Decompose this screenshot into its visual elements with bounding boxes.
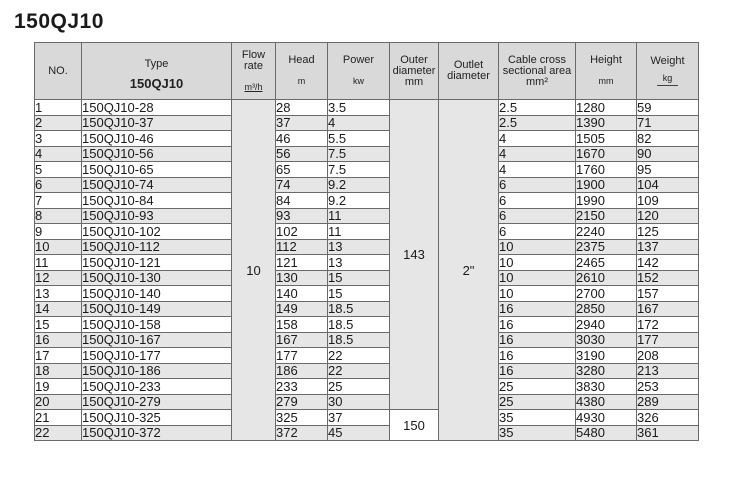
- table-row: [35, 255, 699, 271]
- cell-type: 150QJ10-186: [82, 363, 232, 379]
- cell-cable: 6: [499, 224, 576, 240]
- cell-weight: 71: [637, 115, 699, 131]
- cell-no: 19: [35, 379, 82, 395]
- cell-head: 130: [276, 270, 328, 286]
- cell-cable: 10: [499, 255, 576, 271]
- cell-height: 3030: [576, 332, 637, 348]
- cell-type: 150QJ10-46: [82, 131, 232, 147]
- table-row: [35, 332, 699, 348]
- cell-no: 1: [35, 100, 82, 116]
- cell-weight: 289: [637, 394, 699, 410]
- cell-no: 8: [35, 208, 82, 224]
- cell-head: 84: [276, 193, 328, 209]
- cell-cable: 25: [499, 379, 576, 395]
- table-row: [35, 379, 699, 395]
- cell-no: 9: [35, 224, 82, 240]
- cell-cable: 10: [499, 286, 576, 302]
- table-row: [35, 208, 699, 224]
- cell-head: 372: [276, 425, 328, 441]
- cell-height: 1900: [576, 177, 637, 193]
- cell-height: 1280: [576, 100, 637, 116]
- cell-head: 28: [276, 100, 328, 116]
- cell-power: 7.5: [328, 146, 390, 162]
- cell-power: 7.5: [328, 162, 390, 178]
- cell-flow-rate: 10: [232, 100, 276, 441]
- header-height-unit: mm: [598, 76, 614, 86]
- cell-type: 150QJ10-112: [82, 239, 232, 255]
- cell-power: 11: [328, 224, 390, 240]
- cell-height: 1390: [576, 115, 637, 131]
- cell-no: 2: [35, 115, 82, 131]
- cell-height: 3830: [576, 379, 637, 395]
- cell-weight: 125: [637, 224, 699, 240]
- cell-cable: 2.5: [499, 100, 576, 116]
- table-row: [35, 224, 699, 240]
- cell-power: 5.5: [328, 131, 390, 147]
- cell-weight: 109: [637, 193, 699, 209]
- cell-no: 14: [35, 301, 82, 317]
- header-power: Power kw: [328, 43, 390, 100]
- header-cable: Cable cross sectional area mm²: [499, 43, 576, 100]
- cell-outer-diameter: 143: [390, 100, 439, 410]
- cell-type: 150QJ10-121: [82, 255, 232, 271]
- table-row: [35, 425, 699, 441]
- cell-power: 45: [328, 425, 390, 441]
- cell-head: 65: [276, 162, 328, 178]
- table-row: [35, 100, 699, 116]
- cell-weight: 104: [637, 177, 699, 193]
- cell-weight: 152: [637, 270, 699, 286]
- cell-power: 25: [328, 379, 390, 395]
- cell-no: 15: [35, 317, 82, 333]
- page-title: 150QJ10: [14, 10, 104, 33]
- cell-cable: 6: [499, 193, 576, 209]
- cell-type: 150QJ10-65: [82, 162, 232, 178]
- cell-type: 150QJ10-325: [82, 410, 232, 426]
- cell-power: 18.5: [328, 301, 390, 317]
- cell-head: 102: [276, 224, 328, 240]
- table-row: [35, 317, 699, 333]
- cell-height: 1670: [576, 146, 637, 162]
- cell-head: 140: [276, 286, 328, 302]
- cell-no: 13: [35, 286, 82, 302]
- cell-power: 9.2: [328, 193, 390, 209]
- cell-height: 2850: [576, 301, 637, 317]
- cell-type: 150QJ10-167: [82, 332, 232, 348]
- table-row: [35, 193, 699, 209]
- cell-type: 150QJ10-140: [82, 286, 232, 302]
- cell-type: 150QJ10-372: [82, 425, 232, 441]
- cell-weight: 253: [637, 379, 699, 395]
- cell-type: 150QJ10-93: [82, 208, 232, 224]
- cell-cable: 16: [499, 332, 576, 348]
- cell-no: 17: [35, 348, 82, 364]
- header-weight-unit: kg: [657, 73, 679, 86]
- cell-no: 21: [35, 410, 82, 426]
- cell-power: 18.5: [328, 317, 390, 333]
- cell-power: 9.2: [328, 177, 390, 193]
- table-row: [35, 146, 699, 162]
- cell-head: 177: [276, 348, 328, 364]
- cell-cable: 4: [499, 146, 576, 162]
- cell-weight: 326: [637, 410, 699, 426]
- cell-cable: 6: [499, 208, 576, 224]
- cell-weight: 213: [637, 363, 699, 379]
- header-outlet-diameter: Outlet diameter: [439, 43, 499, 100]
- cell-type: 150QJ10-233: [82, 379, 232, 395]
- header-power-unit: kw: [353, 76, 364, 86]
- cell-height: 2240: [576, 224, 637, 240]
- cell-cable: 16: [499, 363, 576, 379]
- cell-head: 46: [276, 131, 328, 147]
- table-body: [35, 100, 699, 441]
- cell-type: 150QJ10-149: [82, 301, 232, 317]
- cell-no: 3: [35, 131, 82, 147]
- cell-no: 18: [35, 363, 82, 379]
- cell-no: 16: [35, 332, 82, 348]
- cell-height: 1760: [576, 162, 637, 178]
- cell-power: 18.5: [328, 332, 390, 348]
- cell-weight: 157: [637, 286, 699, 302]
- cell-head: 186: [276, 363, 328, 379]
- header-weight: Weight kg: [637, 43, 699, 100]
- table-row: [35, 348, 699, 364]
- cell-no: 6: [35, 177, 82, 193]
- cell-height: 3190: [576, 348, 637, 364]
- cell-no: 12: [35, 270, 82, 286]
- cell-weight: 59: [637, 100, 699, 116]
- cell-weight: 82: [637, 131, 699, 147]
- cell-weight: 177: [637, 332, 699, 348]
- cell-weight: 137: [637, 239, 699, 255]
- cell-no: 5: [35, 162, 82, 178]
- cell-weight: 361: [637, 425, 699, 441]
- cell-type: 150QJ10-56: [82, 146, 232, 162]
- cell-head: 158: [276, 317, 328, 333]
- table-row: [35, 394, 699, 410]
- cell-head: 56: [276, 146, 328, 162]
- cell-cable: 35: [499, 410, 576, 426]
- cell-type: 150QJ10-28: [82, 100, 232, 116]
- cell-outer-diameter: 150: [390, 410, 439, 441]
- cell-height: 3280: [576, 363, 637, 379]
- header-flow: Flow rate m³/h: [232, 43, 276, 100]
- cell-no: 11: [35, 255, 82, 271]
- cell-type: 150QJ10-177: [82, 348, 232, 364]
- cell-no: 20: [35, 394, 82, 410]
- cell-height: 2700: [576, 286, 637, 302]
- cell-cable: 10: [499, 239, 576, 255]
- cell-power: 13: [328, 239, 390, 255]
- cell-height: 2610: [576, 270, 637, 286]
- cell-cable: 4: [499, 162, 576, 178]
- spec-table: [34, 42, 699, 441]
- cell-height: 2375: [576, 239, 637, 255]
- cell-height: 2940: [576, 317, 637, 333]
- cell-cable: 35: [499, 425, 576, 441]
- cell-head: 233: [276, 379, 328, 395]
- cell-outlet-diameter: 2": [439, 100, 499, 441]
- table-row: [35, 286, 699, 302]
- table-row: [35, 162, 699, 178]
- cell-head: 149: [276, 301, 328, 317]
- cell-power: 15: [328, 286, 390, 302]
- cell-height: 1990: [576, 193, 637, 209]
- cell-head: 325: [276, 410, 328, 426]
- header-row: [35, 43, 699, 100]
- cell-weight: 142: [637, 255, 699, 271]
- cell-head: 93: [276, 208, 328, 224]
- cell-head: 37: [276, 115, 328, 131]
- cell-power: 13: [328, 255, 390, 271]
- cell-height: 2150: [576, 208, 637, 224]
- cell-power: 30: [328, 394, 390, 410]
- cell-type: 150QJ10-84: [82, 193, 232, 209]
- cell-head: 112: [276, 239, 328, 255]
- cell-no: 10: [35, 239, 82, 255]
- table-row: [35, 131, 699, 147]
- cell-weight: 172: [637, 317, 699, 333]
- header-head: Head m: [276, 43, 328, 100]
- cell-cable: 16: [499, 301, 576, 317]
- cell-power: 11: [328, 208, 390, 224]
- cell-no: 7: [35, 193, 82, 209]
- header-no: NO.: [35, 43, 82, 100]
- table-row: [35, 301, 699, 317]
- cell-no: 4: [35, 146, 82, 162]
- header-type-label: Type: [144, 58, 169, 70]
- cell-height: 4380: [576, 394, 637, 410]
- cell-height: 4930: [576, 410, 637, 426]
- cell-weight: 208: [637, 348, 699, 364]
- cell-type: 150QJ10-279: [82, 394, 232, 410]
- cell-height: 5480: [576, 425, 637, 441]
- header-head-unit: m: [297, 76, 306, 86]
- cell-type: 150QJ10-158: [82, 317, 232, 333]
- table-row: [35, 363, 699, 379]
- cell-power: 22: [328, 348, 390, 364]
- cell-cable: 6: [499, 177, 576, 193]
- cell-cable: 16: [499, 348, 576, 364]
- cell-cable: 4: [499, 131, 576, 147]
- cell-power: 3.5: [328, 100, 390, 116]
- cell-cable: 16: [499, 317, 576, 333]
- header-type: [82, 43, 232, 100]
- cell-weight: 167: [637, 301, 699, 317]
- cell-height: 1505: [576, 131, 637, 147]
- cell-type: 150QJ10-102: [82, 224, 232, 240]
- cell-cable: 2.5: [499, 115, 576, 131]
- cell-weight: 95: [637, 162, 699, 178]
- cell-cable: 25: [499, 394, 576, 410]
- cell-height: 2465: [576, 255, 637, 271]
- table-row: [35, 177, 699, 193]
- cell-no: 22: [35, 425, 82, 441]
- cell-head: 74: [276, 177, 328, 193]
- cell-power: 4: [328, 115, 390, 131]
- cell-weight: 120: [637, 208, 699, 224]
- cell-head: 167: [276, 332, 328, 348]
- header-type-model: 150QJ10: [129, 76, 184, 91]
- table-row: [35, 239, 699, 255]
- header-flow-unit: m³/h: [244, 81, 263, 92]
- cell-power: 15: [328, 270, 390, 286]
- header-outer-diameter: Outer diameter mm: [390, 43, 439, 100]
- table-row: [35, 270, 699, 286]
- cell-type: 150QJ10-37: [82, 115, 232, 131]
- cell-type: 150QJ10-130: [82, 270, 232, 286]
- cell-power: 37: [328, 410, 390, 426]
- cell-type: 150QJ10-74: [82, 177, 232, 193]
- header-height: Height mm: [576, 43, 637, 100]
- cell-cable: 10: [499, 270, 576, 286]
- table-row: [35, 410, 699, 426]
- cell-head: 279: [276, 394, 328, 410]
- cell-power: 22: [328, 363, 390, 379]
- cell-head: 121: [276, 255, 328, 271]
- cell-weight: 90: [637, 146, 699, 162]
- table-row: [35, 115, 699, 131]
